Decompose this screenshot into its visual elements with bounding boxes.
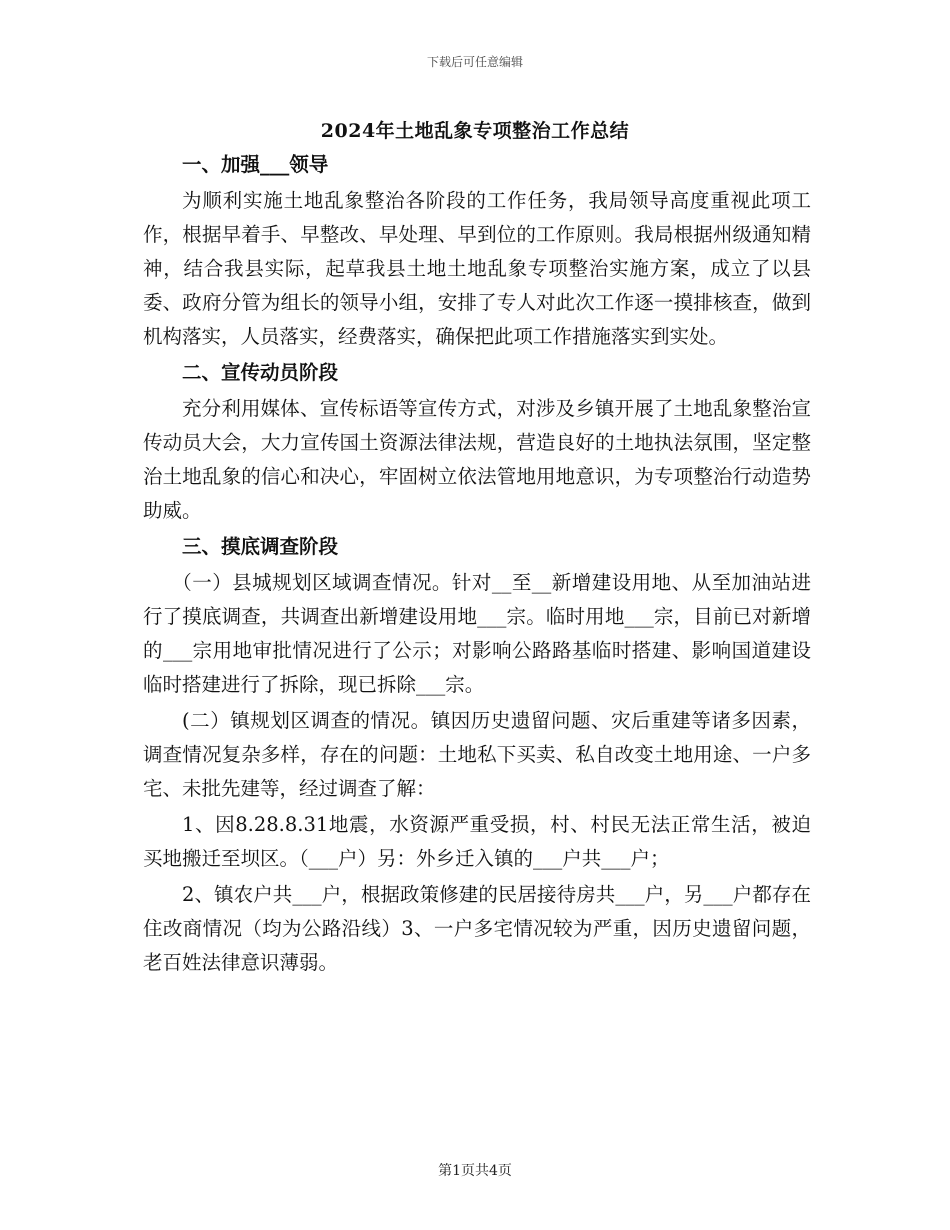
- paragraph: 1、因8.28.8.31地震，水资源严重受损，村、村民无法正常生活，被迫买地搬迁至坝区。（___户）另：外乡迁入镇的___户共___户；: [143, 813, 811, 870]
- paragraph: 2、镇农户共___户，根据政策修建的民居接待房共___户，另___户都存在住改商情况（均为公路沿线）3、一户多宅情况较为严重，因历史遗留问题，老百姓法律意识薄弱。: [143, 883, 811, 974]
- header-note: 下载后可任意编辑: [426, 55, 523, 69]
- section-heading: 二、宣传动员阶段: [182, 361, 339, 384]
- paragraph: (二）镇规划区调查的情况。镇因历史遗留问题、灾后重建等诸多因素，调查情况复杂多样，存在的问题：土地私下买卖、私自改变土地用途、一户多宅、未批先建等，经过调查了解：: [143, 709, 811, 800]
- section-heading: 一、加强___领导: [182, 153, 329, 176]
- paragraph: （一）县城规划区域调查情况。针对__至__新增建设用地、从至加油站进行了摸底调查，共调查出新增建设用地___宗。临时用地___宗，目前已对新增的___宗用地审批情况进行了公示；对影响公路路基临时搭建、影响国道建设临时搭建进行了拆除，现已拆除___宗。: [143, 571, 811, 696]
- document-body: [143, 148, 811, 982]
- section-heading: 三、摸底调查阶段: [182, 535, 339, 558]
- paragraph: 为顺利实施土地乱象整治各阶段的工作任务，我局领导高度重视此项工作，根据早着手、早整改、早处理、早到位的工作原则。我局根据州级通知精神，结合我县实际，起草我县土地土地乱象专项整治实施方案，成立了以县委、政府分管为组长的领导小组，安排了专人对此次工作逐一摸排核查，做到机构落实，人员落实，经费落实，确保把此项工作措施落实到实处。: [143, 189, 811, 348]
- document-title: 2024年土地乱象专项整治工作总结: [320, 120, 630, 142]
- paragraph: 充分利用媒体、宣传标语等宣传方式，对涉及乡镇开展了土地乱象整治宣传动员大会，大力宣传国土资源法律法规，营造良好的土地执法氛围，坚定整治土地乱象的信心和决心，牢固树立依法管地用地意识，为专项整治行动造势助威。: [143, 397, 811, 522]
- page-number: 第1页共4页: [438, 1163, 512, 1179]
